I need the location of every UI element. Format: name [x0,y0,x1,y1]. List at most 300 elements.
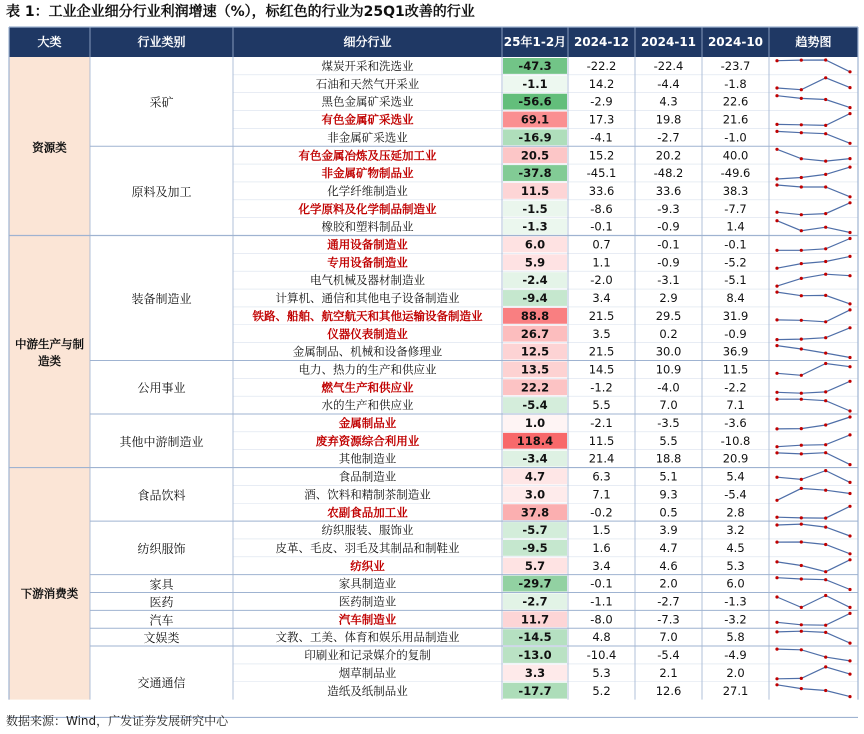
trend-sparkline [777,149,850,161]
value-cell: 1.4 [726,219,745,234]
value-2025-jan-feb: 118.4 [516,433,554,448]
trend-sparkline [777,578,850,590]
trend-sparkline [777,613,850,625]
trend-point [775,344,778,347]
trend-sparkline [777,667,850,679]
trend-point [848,463,851,466]
header-cell: 25年1-2月 [503,35,567,49]
trend-point [848,201,851,204]
table-row [350,558,851,574]
value-cell: -3.1 [657,273,680,288]
trend-point [800,157,803,160]
sub-industry-name: 汽车制造业 [338,612,397,627]
value-cell: 31.9 [722,308,749,323]
trend-point [824,517,827,520]
group-label: 文娱类 [143,631,180,646]
trend-point [775,183,778,186]
trend-point [775,683,778,686]
value-cell: 11.5 [588,433,615,448]
value-cell: 3.2 [726,523,745,538]
trend-point [824,665,827,668]
trend-sparkline [777,310,850,322]
table-row [276,629,852,645]
value-2025-jan-feb: -1.5 [522,201,548,216]
value-cell: -0.1 [724,237,747,252]
trend-sparkline [777,649,850,661]
value-cell: -2.9 [590,94,613,109]
trend-point [775,476,778,479]
trend-point [800,185,803,188]
table-row [327,237,851,253]
value-cell: -0.9 [657,219,680,234]
value-2025-jan-feb: 13.5 [520,362,550,377]
header-cell: 2024-11 [640,35,697,49]
value-cell: 2.0 [659,576,678,591]
trend-point [848,142,851,145]
value-cell: 1.5 [592,523,611,538]
trend-point [800,374,803,377]
value-2025-jan-feb: 20.5 [520,148,550,163]
trend-point [800,59,803,62]
sub-industry-name: 有色金属冶炼及压延加工业 [298,148,437,163]
value-cell: 17.3 [588,112,615,127]
value-cell: -4.9 [724,648,747,663]
value-cell: 27.1 [722,683,749,698]
group-label: 家具 [149,577,174,592]
value-cell: 30.0 [655,344,682,359]
trend-point [775,445,778,448]
source-note: 数据来源：Wind，广发证券发展研究中心 [6,714,229,728]
value-cell: 7.1 [726,398,745,413]
value-cell: 8.4 [726,291,745,306]
sub-industry-name: 化学纤维制造业 [327,183,408,198]
group-label: 公用事业 [137,381,186,396]
table-row [322,397,852,413]
trend-sparkline [777,560,850,572]
table-row [322,112,852,128]
trend-point [775,94,778,97]
trend-point [824,212,827,215]
header-cell: 2024-10 [707,35,764,49]
category-label: 资源类 [32,140,67,155]
value-cell: -0.1 [590,219,613,234]
trend-point [775,130,778,133]
table-row [322,94,852,110]
table-row [276,540,852,556]
value-cell: 2.0 [726,665,745,680]
value-cell: -8.0 [590,612,613,627]
value-cell: -1.0 [724,130,747,145]
value-2025-jan-feb: -37.8 [518,166,552,181]
value-cell: -9.3 [657,201,680,216]
trend-point [800,427,803,430]
value-cell: -8.6 [590,201,613,216]
value-cell: -5.4 [724,487,747,502]
trend-sparkline [777,488,850,500]
sub-industry-name: 家具制造业 [338,576,397,591]
sub-industry-name: 酒、饮料和精制茶制造业 [304,487,431,502]
trend-point [824,260,827,263]
value-2025-jan-feb: 26.7 [520,326,550,341]
trend-point [824,132,827,135]
sub-industry-name: 石油和天然气开采业 [315,76,420,91]
trend-sparkline [777,131,850,143]
trend-point [800,249,803,252]
trend-point [824,58,827,61]
trend-point [800,294,803,297]
value-2025-jan-feb: -9.5 [522,540,548,555]
value-2025-jan-feb: -1.3 [522,219,548,234]
trend-sparkline [777,328,850,340]
trend-point [800,487,803,490]
table-row [322,58,852,74]
sub-industry-name: 纺织服装、服饰业 [321,523,414,538]
trend-point [824,336,827,339]
value-cell: -22.4 [653,59,684,73]
value-cell: -10.4 [586,648,617,663]
trend-point [800,452,803,455]
sub-industry-name: 化学原料及化学制品制造业 [298,201,437,216]
trend-point [824,543,827,546]
sub-industry-name: 仪器仪表制造业 [327,326,408,341]
trend-sparkline [777,524,850,536]
trend-point [824,226,827,229]
sub-industry-name: 纺织业 [350,558,385,573]
trend-point [824,656,827,659]
value-cell: 33.6 [655,183,682,198]
value-2025-jan-feb: 3.0 [524,487,546,502]
value-2025-jan-feb: -3.4 [522,451,548,466]
trend-point [824,124,827,127]
trend-point [848,588,851,591]
value-cell: 15.2 [588,148,615,163]
trend-point [775,338,778,341]
trend-point [800,687,803,690]
value-cell: 5.1 [659,469,678,484]
value-2025-jan-feb: 37.8 [520,505,550,520]
trend-point [775,148,778,151]
value-2025-jan-feb: -16.9 [518,130,552,145]
value-cell: 4.6 [659,558,678,573]
trend-point [848,157,851,160]
value-cell: 6.0 [726,576,745,591]
trend-sparkline [777,631,850,643]
trend-point [824,352,827,355]
header-cell: 细分行业 [343,35,392,49]
trend-point [775,211,778,214]
value-cell: -5.4 [657,648,680,663]
trend-point [800,176,803,179]
trend-sparkline [777,435,850,447]
trend-sparkline [777,399,850,411]
sub-industry-name: 医药制造业 [338,594,397,609]
trend-point [800,262,803,265]
table-row [339,594,852,610]
value-cell: 21.4 [588,451,615,466]
value-cell: 2.9 [659,291,678,306]
trend-sparkline [777,292,850,304]
sub-industry-name: 文教、工美、体育和娱乐用品制造业 [275,630,460,645]
value-cell: 7.0 [659,398,678,413]
table-row [298,201,852,217]
trend-point [800,392,803,395]
value-cell: -4.4 [657,76,680,91]
trend-sparkline [777,114,850,126]
header-cell: 趋势图 [795,35,832,49]
value-2025-jan-feb: -29.7 [518,576,552,591]
trend-sparkline [777,203,850,215]
trend-point [800,97,803,100]
trend-point [848,308,851,311]
value-2025-jan-feb: -47.3 [518,59,552,73]
trend-point [824,469,827,472]
sub-industry-name: 计算机、通信和其他电子设备制造业 [275,291,460,306]
trend-point [824,399,827,402]
value-cell: -23.7 [720,59,751,73]
trend-sparkline [777,596,850,608]
value-cell: 0.7 [592,237,611,252]
value-cell: 9.3 [659,487,678,502]
sub-industry-name: 废弃资源综合利用业 [315,433,420,448]
value-cell: -48.2 [653,166,684,181]
trend-sparkline [777,185,850,197]
value-cell: 3.4 [592,291,611,306]
value-cell: -0.1 [657,237,680,252]
trend-point [800,623,803,626]
value-cell: -0.9 [724,326,747,341]
sub-industry-name: 造纸及纸制品业 [327,683,408,698]
trend-point [775,516,778,519]
trend-sparkline [777,239,850,251]
trend-point [848,558,851,561]
value-cell: 7.1 [592,487,611,502]
value-cell: 19.8 [655,112,682,127]
value-cell: -3.2 [724,612,747,627]
trend-point [800,630,803,633]
value-cell: 21.5 [588,344,615,359]
trend-sparkline [777,417,850,429]
value-2025-jan-feb: -56.6 [518,94,552,109]
trend-point [824,173,827,176]
value-cell: -3.6 [724,416,747,430]
trend-point [848,195,851,198]
table-row [339,451,852,467]
trend-point [800,213,803,216]
trend-point [824,185,827,188]
value-cell: -2.2 [724,380,747,395]
trend-point [848,302,851,305]
trend-point [824,247,827,250]
sub-industry-name: 食品制造业 [338,469,397,484]
sub-industry-name: 橡胶和塑料制品业 [321,219,414,234]
trend-point [848,642,851,645]
trend-point [775,630,778,633]
trend-point [775,59,778,62]
table-row [339,415,852,431]
value-cell: 14.5 [588,362,615,377]
trend-point [848,433,851,436]
trend-point [848,534,851,537]
sub-industry-name: 农副食品加工业 [327,505,408,520]
trend-point [775,123,778,126]
value-cell: 5.8 [726,630,745,645]
trend-point [848,606,851,609]
table-row [339,469,852,485]
table-row [304,647,851,663]
sub-industry-name: 烟草制品业 [338,665,397,680]
trend-point [800,478,803,481]
value-2025-jan-feb: -14.5 [518,630,552,645]
trend-point [775,318,778,321]
value-cell: 22.6 [722,94,749,109]
trend-sparkline [777,221,850,233]
trend-point [775,291,778,294]
trend-point [800,131,803,134]
trend-point [848,237,851,240]
table-row [327,504,851,520]
trend-sparkline [777,506,850,518]
value-cell: -3.5 [657,416,680,430]
value-cell: -1.2 [590,380,613,395]
group-label: 装备制造业 [131,291,192,306]
value-2025-jan-feb: 22.2 [520,380,550,395]
sub-industry-name: 印刷业和记录媒介的复制 [304,648,431,663]
value-cell: 18.8 [655,451,682,466]
trend-point [848,274,851,277]
value-cell: -2.1 [590,416,613,430]
value-2025-jan-feb: 1.0 [524,416,546,430]
value-cell: 1.1 [592,255,611,270]
value-cell: 3.5 [592,326,611,341]
group-label: 采矿 [149,95,174,110]
trend-point [800,347,803,350]
trend-point [848,106,851,109]
trend-sparkline [777,685,850,697]
trend-point [775,595,778,598]
trend-point [824,160,827,163]
trend-point [848,356,851,359]
table-row [321,379,852,395]
trend-point [775,541,778,544]
trend-point [800,88,803,91]
group-label: 原料及加工 [131,184,192,199]
trend-sparkline [777,96,850,108]
value-cell: -49.6 [720,166,751,181]
value-cell: 5.3 [726,558,745,573]
trend-point [824,489,827,492]
value-cell: 14.2 [588,76,615,91]
trend-sparkline [777,471,850,483]
trend-point [848,326,851,329]
sub-industry-name: 通用设备制造业 [327,237,408,252]
value-cell: 3.4 [592,558,611,573]
value-2025-jan-feb: 4.7 [524,469,546,484]
trend-point [800,577,803,580]
table-row [310,272,852,288]
value-cell: 4.5 [726,540,745,555]
value-cell: -1.8 [724,76,747,91]
trend-point [775,621,778,624]
trend-point [800,398,803,401]
value-2025-jan-feb: 5.7 [524,558,546,573]
value-2025-jan-feb: -13.0 [518,648,552,663]
trend-point [824,526,827,529]
value-cell: 5.5 [592,398,611,413]
trend-sparkline [777,453,850,465]
table-row [293,344,852,360]
trend-point [848,255,851,258]
trend-point [800,123,803,126]
value-cell: 4.8 [592,630,611,645]
value-2025-jan-feb: -9.4 [522,291,548,306]
value-cell: -1.3 [724,594,747,609]
trend-point [848,481,851,484]
trend-point [848,231,851,234]
value-cell: 38.3 [722,183,749,198]
trend-point [775,499,778,502]
value-cell: 20.9 [722,451,749,466]
value-cell: 2.8 [726,505,745,520]
value-2025-jan-feb: -2.7 [522,594,548,609]
trend-point [775,391,778,394]
trend-sparkline [777,346,850,358]
trend-sparkline [777,364,850,376]
table-row [252,308,852,324]
value-2025-jan-feb: 11.7 [520,612,550,627]
trend-sparkline [777,542,850,554]
trend-point [800,319,803,322]
trend-point [775,249,778,252]
trend-point [824,689,827,692]
value-cell: -45.1 [586,166,617,181]
trend-point [824,320,827,323]
trend-point [800,338,803,341]
header-cell: 大类 [37,35,62,49]
trend-point [800,564,803,567]
trend-point [848,612,851,615]
trend-point [775,267,778,270]
value-cell: -1.1 [590,594,613,609]
value-cell: -0.2 [590,505,613,520]
trend-point [848,659,851,662]
sub-industry-name: 非金属矿物制品业 [321,166,414,181]
trend-point [775,648,778,651]
trend-point [824,631,827,634]
value-cell: 5.4 [726,469,745,484]
trend-sparkline [777,78,850,90]
value-cell: 21.6 [722,112,749,127]
group-label: 医药 [149,595,174,610]
sub-industry-name: 电气机械及器材制造业 [310,273,425,288]
table-row [322,219,852,235]
value-cell: 7.0 [659,630,678,645]
trend-point [775,427,778,430]
group-label: 交通通信 [137,675,186,690]
table-row [316,433,852,449]
value-cell: 29.5 [655,308,682,323]
trend-point [848,505,851,508]
value-cell: 20.2 [655,148,682,163]
sub-industry-name: 有色金属矿采选业 [321,112,414,127]
trend-point [848,552,851,555]
trend-point [775,285,778,288]
header-cell: 行业类别 [137,35,186,49]
trend-point [824,98,827,101]
header-cell: 2024-12 [573,35,630,49]
group-label: 汽车 [149,613,174,628]
table-row [322,522,852,538]
sub-industry-name: 非金属矿采选业 [327,130,408,145]
